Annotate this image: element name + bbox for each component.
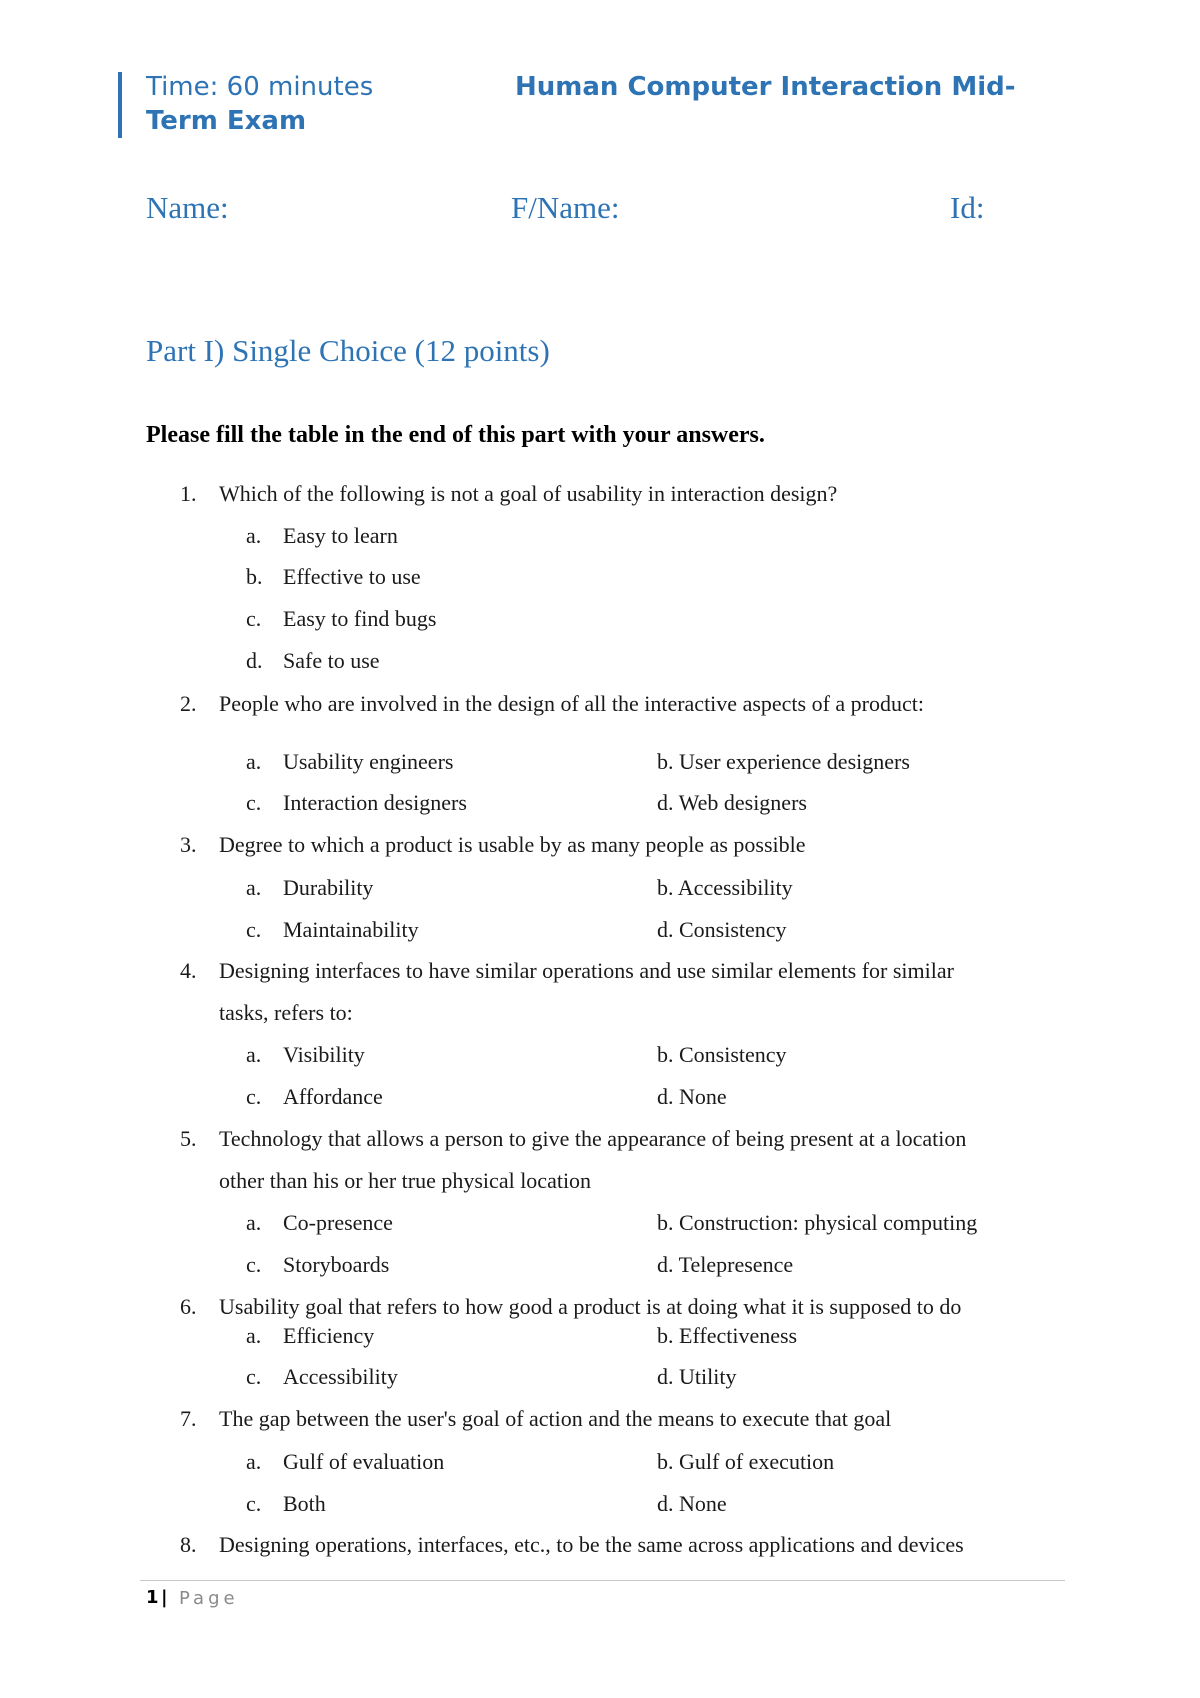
question-number: 5. [180,1126,197,1151]
question-text: Degree to which a product is usable by as many people as possible [219,832,806,857]
instruction-text: Please fill the table in the end of this part with your answers. [146,422,765,448]
option-label: c. [246,1084,262,1109]
option-text: d. Web designers [657,790,807,815]
question-number: 6. [180,1294,197,1319]
id-field-label: Id: [950,190,985,225]
option-text: Effective to use [283,564,421,589]
option-label: c. [246,790,262,815]
option-text: d. Utility [657,1364,737,1389]
page-label: Page [179,1588,239,1609]
question-text: The gap between the user's goal of action and the means to execute that goal [219,1406,892,1431]
option-text: Interaction designers [283,790,467,815]
question-number: 2. [180,691,197,716]
option-label: a. [246,875,262,900]
exam-title-line1: Human Computer Interaction Mid- [515,72,1016,102]
option-label: c. [246,1252,262,1277]
option-text: Accessibility [283,1364,398,1389]
option-text: b. Gulf of execution [657,1449,835,1474]
question-number: 8. [180,1532,197,1557]
option-text: Easy to learn [283,523,398,548]
question-text-continued: tasks, refers to: [219,1000,353,1025]
exam-title-line2: Term Exam [146,106,307,136]
option-label: a. [246,1210,262,1235]
option-text: Visibility [283,1042,365,1067]
header-accent-bar [118,72,122,138]
option-label: c. [246,606,262,631]
question-number: 1. [180,481,197,506]
option-text: Maintainability [283,917,419,942]
option-text: Efficiency [283,1323,375,1348]
option-text: b. Accessibility [657,875,793,900]
option-text: Storyboards [283,1252,390,1277]
option-label: c. [246,917,262,942]
option-text: b. Construction: physical computing [657,1210,978,1235]
question-text: Which of the following is not a goal of usability in interaction design? [219,481,838,506]
option-text: Both [283,1491,326,1516]
option-text: b. User experience designers [657,749,910,774]
option-text: Gulf of evaluation [283,1449,445,1474]
option-label: a. [246,1449,262,1474]
option-label: a. [246,1323,262,1348]
exam-time: Time: 60 minutes [146,72,374,102]
question-number: 4. [180,958,197,983]
name-field-label: Name: [146,190,229,225]
option-label: c. [246,1491,262,1516]
option-text: Usability engineers [283,749,454,774]
question-number: 3. [180,832,197,857]
question-text-continued: other than his or her true physical location [219,1168,592,1193]
question-text: Designing interfaces to have similar operations and use similar elements for similar [219,958,954,983]
page-number: 1 [146,1587,159,1608]
option-text: Durability [283,875,374,900]
option-text: Affordance [283,1084,383,1109]
option-text: Safe to use [283,648,380,673]
option-label: d. [246,648,263,673]
option-label: a. [246,749,262,774]
question-text: Usability goal that refers to how good a product is at doing what it is supposed to do [219,1294,962,1319]
option-label: c. [246,1364,262,1389]
option-text: d. None [657,1491,727,1516]
option-text: d. None [657,1084,727,1109]
option-label: b. [246,564,263,589]
question-text: Technology that allows a person to give the appearance of being present at a location [219,1126,967,1151]
option-text: b. Consistency [657,1042,787,1067]
question-text: People who are involved in the design of all the interactive aspects of a product: [219,691,924,716]
father-name-field-label: F/Name: [511,190,620,225]
option-text: Co-presence [283,1210,393,1235]
option-text: Easy to find bugs [283,606,437,631]
question-text: Designing operations, interfaces, etc., to be the same across applications and devices [219,1532,964,1557]
question-number: 7. [180,1406,197,1431]
footer-divider [140,1580,1065,1581]
part-title: Part I) Single Choice (12 points) [146,333,550,368]
option-text: d. Consistency [657,917,787,942]
option-text: d. Telepresence [657,1252,794,1277]
option-text: b. Effectiveness [657,1323,798,1348]
option-label: a. [246,1042,262,1067]
page-separator: | [161,1587,168,1608]
option-label: a. [246,523,262,548]
